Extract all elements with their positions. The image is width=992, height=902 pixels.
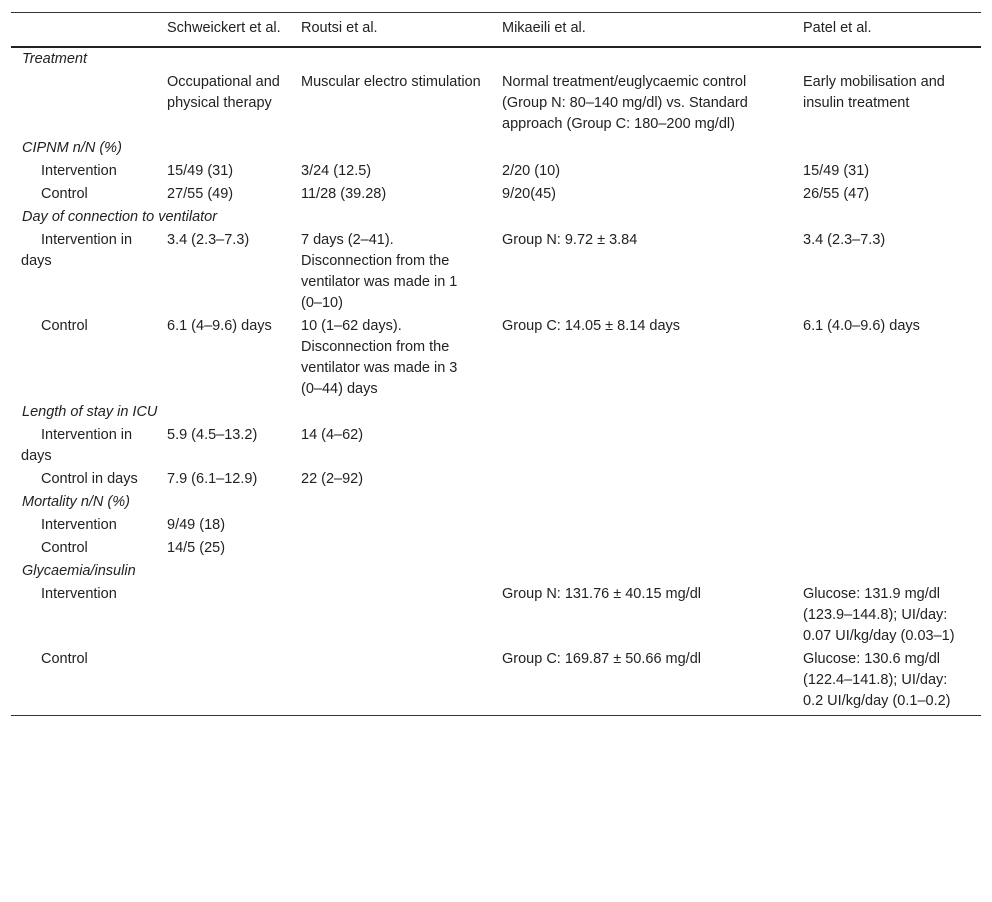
cell-mikaeili: Normal treatment/euglycaemic control (Group N: 80–140 mg/dl) vs. Standard approach (Group C: 180–200 mg/dl) xyxy=(502,74,748,132)
row-label: Control xyxy=(41,540,88,556)
section-title: CIPNM n/N (%) xyxy=(22,140,122,156)
cell-schweickert: 9/49 (18) xyxy=(167,517,226,533)
row-label xyxy=(11,71,157,137)
table-row xyxy=(11,229,981,315)
cell-routsi xyxy=(291,537,492,560)
cell-mikaeili xyxy=(492,424,793,468)
cell-schweickert: 27/55 (49) xyxy=(167,186,234,202)
section-row-ventilator xyxy=(11,206,981,229)
cell-patel xyxy=(793,424,981,468)
section-title: Day of connection to ventilator xyxy=(22,209,218,225)
comparison-table xyxy=(11,12,981,716)
section-row-icu xyxy=(11,401,981,424)
cell-schweickert: Occupational and physical therapy xyxy=(167,74,280,111)
table-body xyxy=(11,47,981,716)
cell-patel: 26/55 (47) xyxy=(803,186,870,202)
row-label: Intervention xyxy=(41,586,117,602)
table-row xyxy=(11,160,981,183)
cell-routsi: 7 days (2–41). Disconnection from the ventilator was made in 1 (0–10) xyxy=(301,232,458,311)
cell-schweickert xyxy=(157,648,291,716)
comparison-table-container xyxy=(11,12,981,716)
header-row xyxy=(11,13,981,48)
cell-schweickert: 6.1 (4–9.6) days xyxy=(167,318,272,334)
cell-patel: Glucose: 131.9 mg/dl (123.9–144.8); UI/day: 0.07 UI/kg/day (0.03–1) xyxy=(803,586,955,644)
section-title: Treatment xyxy=(22,51,88,67)
cell-mikaeili: Group N: 9.72 ± 3.84 xyxy=(502,232,638,248)
cell-patel: 6.1 (4.0–9.6) days xyxy=(803,318,920,334)
section-row-mortality xyxy=(11,491,981,514)
header-schweickert: Schweickert et al. xyxy=(167,20,281,36)
section-title: Glycaemia/insulin xyxy=(22,563,136,579)
table-row xyxy=(11,583,981,648)
row-label: Intervention in days xyxy=(21,427,133,464)
section-row-glycaemia xyxy=(11,560,981,583)
table-row xyxy=(11,514,981,537)
cell-mikaeili: Group C: 14.05 ± 8.14 days xyxy=(502,318,681,334)
cell-patel xyxy=(793,468,981,491)
row-label: Intervention xyxy=(41,517,117,533)
cell-schweickert: 3.4 (2.3–7.3) xyxy=(167,232,250,248)
row-label: Intervention in days xyxy=(21,232,133,269)
table-row xyxy=(11,71,981,137)
cell-routsi: 22 (2–92) xyxy=(301,471,364,487)
table-row xyxy=(11,648,981,716)
cell-routsi: 11/28 (39.28) xyxy=(301,186,387,202)
section-row-cipnm xyxy=(11,137,981,160)
table-row xyxy=(11,424,981,468)
table-header xyxy=(11,13,981,48)
section-title: Length of stay in ICU xyxy=(22,404,158,420)
cell-schweickert: 7.9 (6.1–12.9) xyxy=(167,471,258,487)
cell-mikaeili xyxy=(492,468,793,491)
cell-schweickert: 14/5 (25) xyxy=(167,540,226,556)
header-patel: Patel et al. xyxy=(803,20,872,36)
cell-mikaeili xyxy=(492,514,793,537)
cell-mikaeili: Group C: 169.87 ± 50.66 mg/dl xyxy=(502,651,701,667)
cell-mikaeili: Group N: 131.76 ± 40.15 mg/dl xyxy=(502,586,701,602)
cell-routsi: 14 (4–62) xyxy=(301,427,364,443)
cell-schweickert xyxy=(157,583,291,648)
row-label: Control xyxy=(41,318,88,334)
cell-schweickert: 15/49 (31) xyxy=(167,163,234,179)
cell-routsi xyxy=(291,648,492,716)
header-routsi: Routsi et al. xyxy=(301,20,378,36)
row-label: Control in days xyxy=(41,471,138,487)
cell-patel: Early mobilisation and insulin treatment xyxy=(803,74,945,111)
table-row xyxy=(11,537,981,560)
cell-mikaeili: 2/20 (10) xyxy=(502,163,561,179)
table-row xyxy=(11,468,981,491)
cell-patel xyxy=(793,537,981,560)
cell-mikaeili: 9/20(45) xyxy=(502,186,557,202)
cell-routsi: 3/24 (12.5) xyxy=(301,163,372,179)
row-label: Control xyxy=(41,651,88,667)
cell-mikaeili xyxy=(492,537,793,560)
cell-routsi: Muscular electro stimulation xyxy=(301,74,481,90)
cell-patel: 3.4 (2.3–7.3) xyxy=(803,232,886,248)
cell-patel: 15/49 (31) xyxy=(803,163,870,179)
cell-schweickert: 5.9 (4.5–13.2) xyxy=(167,427,258,443)
table-row xyxy=(11,315,981,401)
header-mikaeili: Mikaeili et al. xyxy=(502,20,586,36)
cell-patel xyxy=(793,514,981,537)
section-title: Mortality n/N (%) xyxy=(22,494,130,510)
row-label: Intervention xyxy=(41,163,117,179)
row-label: Control xyxy=(41,186,88,202)
table-row xyxy=(11,183,981,206)
cell-routsi: 10 (1–62 days). Disconnection from the ventilator was made in 3 (0–44) days xyxy=(301,318,458,397)
cell-patel: Glucose: 130.6 mg/dl (122.4–141.8); UI/day: 0.2 UI/kg/day (0.1–0.2) xyxy=(803,651,951,709)
cell-routsi xyxy=(291,514,492,537)
section-row-treatment xyxy=(11,47,981,71)
cell-routsi xyxy=(291,583,492,648)
header-empty-cell xyxy=(11,13,157,48)
